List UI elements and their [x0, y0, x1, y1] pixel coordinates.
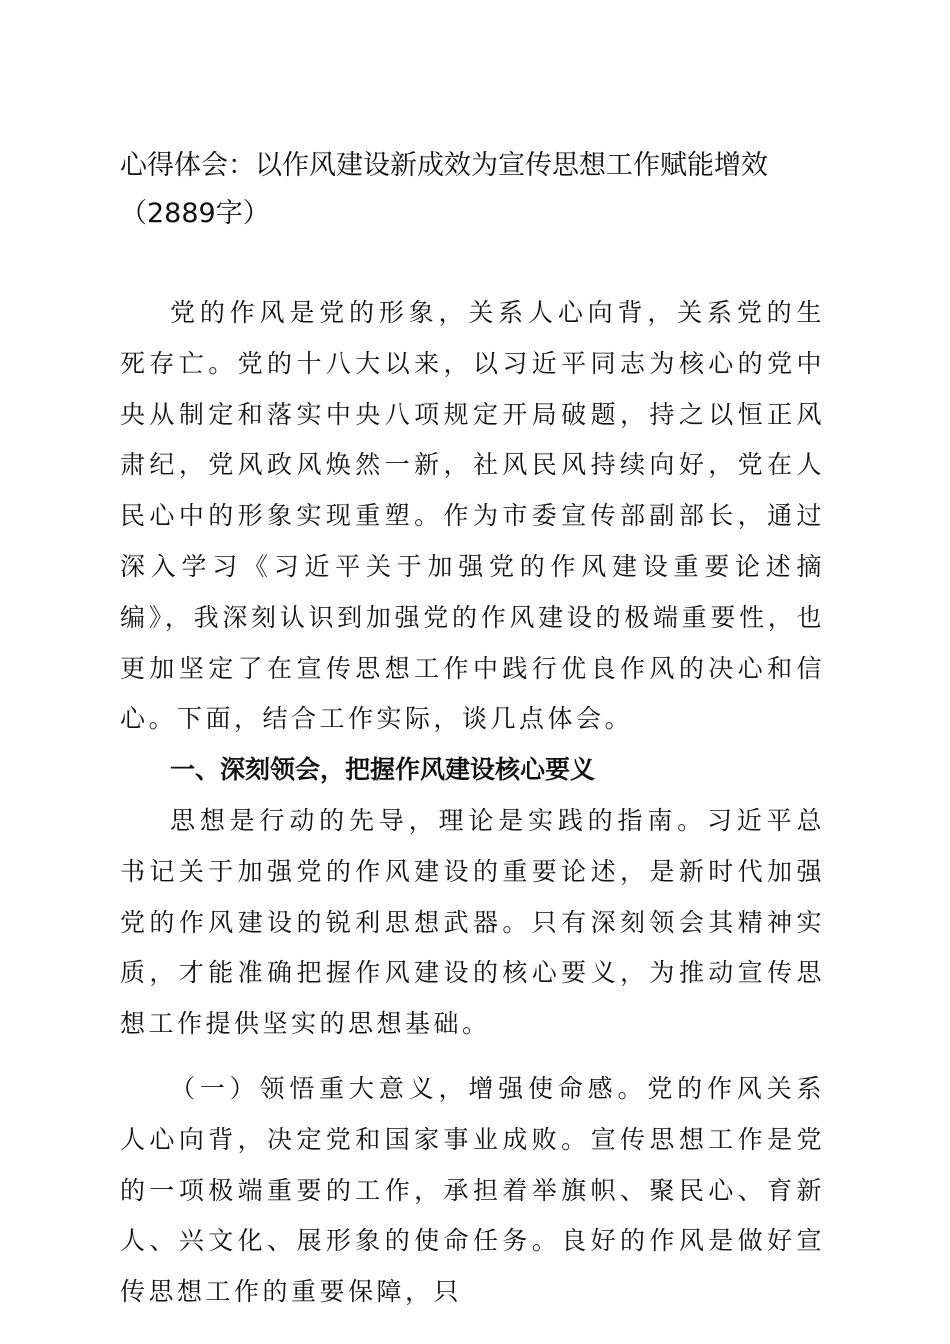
subsection-1-paragraph: [120, 1064, 825, 1318]
section-1-paragraph: 思想是行动的先导，理论是实践的指南。习近平总书记关于加强党的作风建设的重要论述，是新时代加强党的作风建设的锐利思想武器。只有深刻领会其精神实质，才能准确把握作风建设的核心要义，为推动宣传思想工作提供坚实的思想基础。: [120, 805, 825, 1039]
subsection-1-text: 领悟重大意义，增强使命感。党的作风关系人心向背，决定党和国家事业成败。宣传思想工作是党的一项极端重要的工作，承担着举旗帜、聚民心、育新人、兴文化、展形象的使命任务。良好的作风是做好宣传思想工作的重要保障，只: [120, 1073, 825, 1307]
intro-paragraph: 党的作风是党的形象，关系人心向背，关系党的生死存亡。党的十八大以来，以习近平同志为核心的党中央从制定和落实中央八项规定开局破题，持之以恒正风肃纪，党风政风焕然一新，社风民风持续向好，党在人民心中的形象实现重塑。作为市委宣传部副部长，通过深入学习《习近平关于加强党的作风建设重要论述摘编》，我深刻认识到加强党的作风建设的极端重要性，也更加坚定了在宣传思想工作中践行优良作风的决心和信心。下面，结合工作实际，谈几点体会。: [120, 298, 825, 734]
document-body: [120, 288, 825, 1318]
paragraph-gap: [120, 1050, 825, 1064]
document-title: 心得体会：以作风建设新成效为宣传思想工作赋能增效（2889字）: [120, 150, 768, 229]
subsection-1-label: （一）: [170, 1073, 260, 1103]
section-1-heading: 一、深刻领会，把握作风建设核心要义: [170, 755, 596, 785]
